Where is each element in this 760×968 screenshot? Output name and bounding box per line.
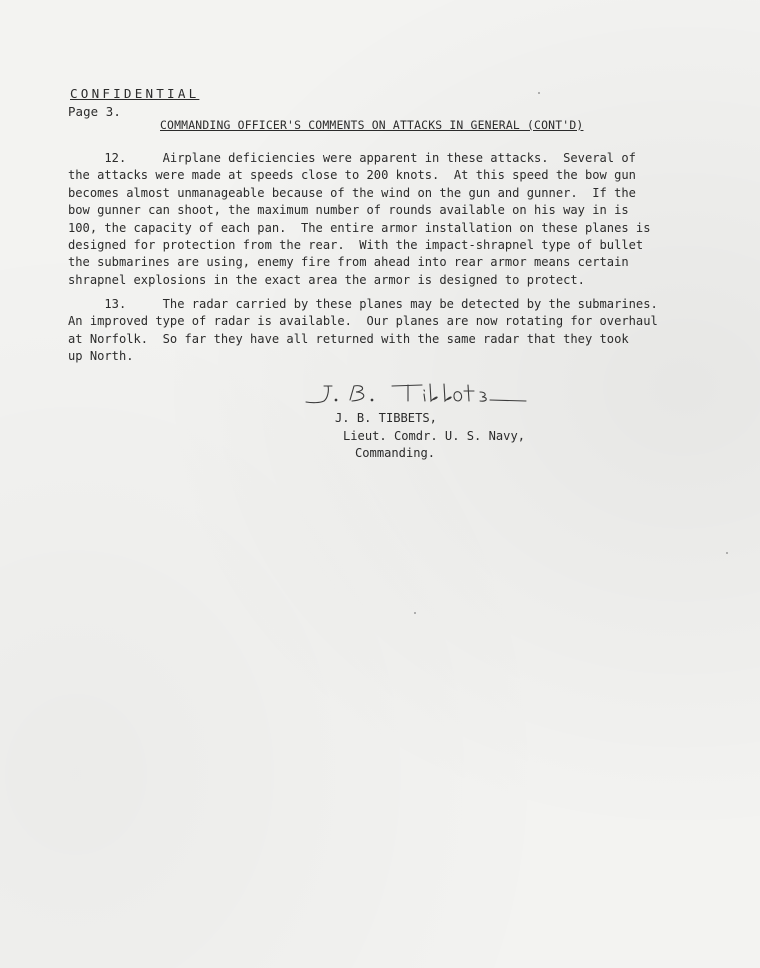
signer-name: J. B. TIBBETS, [335,411,437,425]
signature-block [335,410,525,463]
paragraph-line: An improved type of radar is available. Our planes are now rotating for overhaul [68,314,658,329]
section-heading: COMMANDING OFFICER'S COMMENTS ON ATTACKS IN GENERAL (CONT'D) [160,118,584,132]
paragraph-12 [68,150,650,289]
signer-rank: Lieut. Comdr. U. S. Navy, [343,428,526,443]
paper-speck [414,612,416,614]
paragraph-line: designed for protection from the rear. With the impact-shrapnel type of bullet [68,237,644,252]
paragraph-line: up North. [68,349,134,364]
handwritten-signature [298,380,538,410]
paragraph-line: 12. Airplane deficiencies were apparent in these attacks. Several of [68,151,636,165]
page-number: Page 3. [68,104,121,119]
paragraph-line: bow gunner can shoot, the maximum number of rounds available on his way in is [68,203,629,218]
paragraph-line: becomes almost unmanageable because of the wind on the gun and gunner. If the [68,185,636,200]
paragraph-line: shrapnel explosions in the exact area the armor is designed to protect. [68,272,585,287]
paragraph-line: the submarines are using, enemy fire from ahead into rear armor means certain [68,255,629,270]
classification-marking: CONFIDENTIAL [70,86,200,101]
paragraph-line: at Norfolk. So far they have all returned with the same radar that they took [68,331,629,346]
signer-role: Commanding. [355,446,436,461]
paragraph-line: the attacks were made at speeds close to 200 knots. At this speed the bow gun [68,168,636,183]
paper-speck [726,552,728,554]
paper-speck [538,92,540,94]
paragraph-13 [68,296,658,366]
paragraph-line: 13. The radar carried by these planes may be detected by the submarines. [68,297,658,311]
paragraph-line: 100, the capacity of each pan. The entire armor installation on these planes is [68,220,651,235]
